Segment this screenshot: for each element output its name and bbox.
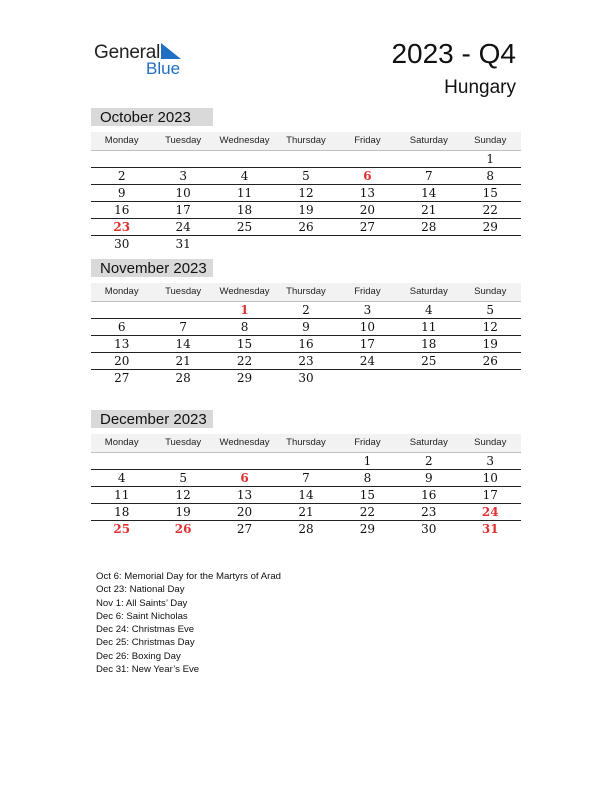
weekday-header: Sunday <box>474 437 507 448</box>
logo-blue-text: Blue <box>146 59 181 78</box>
date-cell <box>91 151 152 167</box>
date-cell: 14 <box>298 488 314 502</box>
date-cell: 16 <box>114 203 130 217</box>
date-cell: 26 <box>298 220 314 234</box>
weekday-header: Wednesday <box>219 135 270 146</box>
weekday-header: Monday <box>104 135 139 146</box>
holiday-note: Oct 6: Memorial Day for the Martyrs of Arad <box>96 571 282 582</box>
week-row <box>91 319 521 336</box>
date-cell: 3 <box>179 169 187 183</box>
date-cell: 8 <box>363 471 372 485</box>
weekday-header: Tuesday <box>165 286 202 297</box>
weekday-header: Saturday <box>409 437 448 448</box>
date-cell: 29 <box>359 522 376 536</box>
holiday-note: Nov 1: All Saints’ Day <box>96 597 188 609</box>
weekday-header: Saturday <box>409 286 448 297</box>
month-october <box>91 108 521 252</box>
weekday-header: Tuesday <box>165 135 202 146</box>
page-title: 2023 - Q4 <box>391 38 516 69</box>
date-cell: 12 <box>175 488 191 502</box>
weekday-header: Friday <box>354 437 381 448</box>
date-cell: 19 <box>482 337 498 351</box>
generalblue-logo <box>94 40 194 80</box>
date-cell: 10 <box>359 320 376 334</box>
date-cell: 17 <box>175 203 191 217</box>
weekday-header: Monday <box>104 437 139 448</box>
weekday-header: Thursday <box>286 437 326 448</box>
weekday-header: Sunday <box>474 286 507 297</box>
date-cell: 31 <box>175 237 191 251</box>
week-row <box>91 521 521 537</box>
date-cell: 28 <box>175 371 191 385</box>
date-cell: 30 <box>298 371 314 385</box>
date-cell: 22 <box>359 505 376 519</box>
date-cell: 11 <box>421 320 437 334</box>
date-cell: 7 <box>302 471 310 485</box>
holiday-date-cell: 1 <box>240 303 249 317</box>
date-cell: 11 <box>236 186 253 200</box>
date-cell: 7 <box>425 169 433 183</box>
date-cell: 21 <box>298 505 314 519</box>
weekday-header: Tuesday <box>165 437 202 448</box>
date-cell <box>214 151 275 167</box>
weekday-header: Sunday <box>474 135 507 146</box>
month-name: December 2023 <box>91 410 213 428</box>
week-row <box>91 470 521 487</box>
date-cell: 6 <box>117 320 126 334</box>
logo-triangle-icon <box>161 43 181 59</box>
date-cell <box>152 151 213 167</box>
logo-general-text: General <box>94 42 161 63</box>
date-cell: 21 <box>421 203 437 217</box>
date-cell <box>398 370 459 386</box>
date-cell: 4 <box>240 169 249 183</box>
weekday-header: Friday <box>354 135 381 146</box>
date-cell: 9 <box>117 186 126 200</box>
week-row <box>91 168 521 185</box>
date-cell: 19 <box>175 505 191 519</box>
weekday-header: Wednesday <box>219 437 270 448</box>
date-cell: 22 <box>236 354 253 368</box>
weekday-header: Thursday <box>286 286 326 297</box>
date-cell: 7 <box>179 320 187 334</box>
date-cell: 25 <box>421 354 437 368</box>
date-cell: 18 <box>421 337 437 351</box>
date-cell: 13 <box>359 186 376 200</box>
date-cell: 13 <box>236 488 253 502</box>
date-cell: 20 <box>236 505 253 519</box>
date-cell: 2 <box>425 454 433 468</box>
date-cell: 10 <box>175 186 191 200</box>
date-cell: 24 <box>359 354 376 368</box>
date-cell: 22 <box>482 203 498 217</box>
date-cell: 14 <box>175 337 191 351</box>
month-name: October 2023 <box>91 108 213 126</box>
date-cell: 1 <box>363 454 372 468</box>
week-row <box>91 151 521 168</box>
week-row <box>91 504 521 521</box>
date-cell: 14 <box>421 186 437 200</box>
date-cell <box>275 151 336 167</box>
month-name: November 2023 <box>91 259 213 277</box>
date-cell: 15 <box>236 337 253 351</box>
date-cell: 12 <box>298 186 314 200</box>
holiday-date-cell: 6 <box>240 471 249 485</box>
date-cell: 1 <box>486 152 495 166</box>
holiday-note: Dec 24: Christmas Eve <box>96 624 195 636</box>
date-cell: 16 <box>421 488 437 502</box>
date-cell <box>214 453 275 469</box>
date-cell: 26 <box>482 354 498 368</box>
date-cell: 18 <box>236 203 253 217</box>
date-cell: 28 <box>298 522 314 536</box>
date-cell: 23 <box>298 354 314 368</box>
holiday-date-cell: 26 <box>174 522 192 536</box>
date-cell <box>91 302 152 318</box>
date-cell <box>275 453 336 469</box>
date-cell: 15 <box>359 488 376 502</box>
holiday-list <box>96 570 281 676</box>
date-cell <box>337 236 398 252</box>
week-row <box>91 202 521 219</box>
date-cell: 13 <box>114 337 130 351</box>
date-cell: 5 <box>486 303 495 317</box>
date-cell <box>214 236 275 252</box>
date-cell: 17 <box>359 337 376 351</box>
weekday-header-row <box>91 434 521 453</box>
date-cell: 3 <box>486 454 495 468</box>
holiday-date-cell: 25 <box>113 522 131 536</box>
date-cell: 11 <box>114 488 130 502</box>
date-cell: 23 <box>421 505 437 519</box>
weekday-header: Saturday <box>409 135 448 146</box>
week-row <box>91 453 521 470</box>
date-cell <box>460 370 521 386</box>
holiday-note: Dec 6: Saint Nicholas <box>96 610 188 622</box>
date-cell: 8 <box>240 320 249 334</box>
holiday-date-cell: 24 <box>481 505 499 519</box>
week-row <box>91 302 521 319</box>
date-cell <box>398 236 459 252</box>
date-cell: 5 <box>302 169 310 183</box>
date-cell: 20 <box>359 203 376 217</box>
date-cell: 4 <box>425 303 433 317</box>
week-row <box>91 370 521 386</box>
date-cell: 9 <box>425 471 433 485</box>
holiday-note: Dec 31: New Year’s Eve <box>96 664 200 676</box>
date-cell: 21 <box>175 354 191 368</box>
week-row <box>91 353 521 370</box>
date-cell: 2 <box>302 303 310 317</box>
date-cell: 16 <box>298 337 314 351</box>
date-cell: 25 <box>236 220 253 234</box>
date-cell <box>337 151 398 167</box>
weekday-header-row <box>91 283 521 302</box>
date-cell: 8 <box>486 169 495 183</box>
week-row <box>91 219 521 236</box>
holiday-date-cell: 31 <box>481 522 499 536</box>
date-cell: 24 <box>175 220 191 234</box>
date-cell: 15 <box>482 186 498 200</box>
date-cell: 20 <box>114 354 130 368</box>
month-december <box>91 410 521 537</box>
date-cell: 4 <box>117 471 126 485</box>
date-cell: 29 <box>236 371 253 385</box>
date-cell <box>275 236 336 252</box>
date-cell <box>398 151 459 167</box>
date-cell: 27 <box>114 371 130 385</box>
date-cell: 18 <box>114 505 130 519</box>
country-name: Hungary <box>444 77 516 98</box>
date-cell: 30 <box>114 237 130 251</box>
date-cell: 27 <box>236 522 253 536</box>
weekday-header-row <box>91 132 521 151</box>
holiday-note: Dec 25: Christmas Day <box>96 637 195 649</box>
date-cell: 3 <box>363 303 372 317</box>
date-cell <box>152 302 213 318</box>
date-cell <box>337 370 398 386</box>
date-cell <box>152 453 213 469</box>
date-cell: 29 <box>482 220 498 234</box>
holiday-note: Dec 26: Boxing Day <box>96 650 181 662</box>
date-cell: 9 <box>302 320 310 334</box>
date-cell: 10 <box>482 471 498 485</box>
date-cell: 17 <box>482 488 498 502</box>
date-cell: 5 <box>179 471 187 485</box>
date-cell: 27 <box>359 220 376 234</box>
week-row <box>91 336 521 353</box>
date-cell <box>460 236 521 252</box>
date-cell: 12 <box>482 320 498 334</box>
week-row <box>91 487 521 504</box>
weekday-header: Wednesday <box>219 286 270 297</box>
holiday-date-cell: 6 <box>363 169 372 183</box>
weekday-header: Thursday <box>286 135 326 146</box>
date-cell: 19 <box>298 203 314 217</box>
week-row <box>91 236 521 252</box>
holiday-note: Oct 23: National Day <box>96 584 185 596</box>
date-cell: 2 <box>117 169 126 183</box>
month-november <box>91 259 521 386</box>
week-row <box>91 185 521 202</box>
date-cell: 30 <box>421 522 437 536</box>
weekday-header: Monday <box>104 286 139 297</box>
date-cell: 28 <box>421 220 437 234</box>
holiday-date-cell: 23 <box>113 220 131 234</box>
date-cell <box>91 453 152 469</box>
weekday-header: Friday <box>354 286 381 297</box>
